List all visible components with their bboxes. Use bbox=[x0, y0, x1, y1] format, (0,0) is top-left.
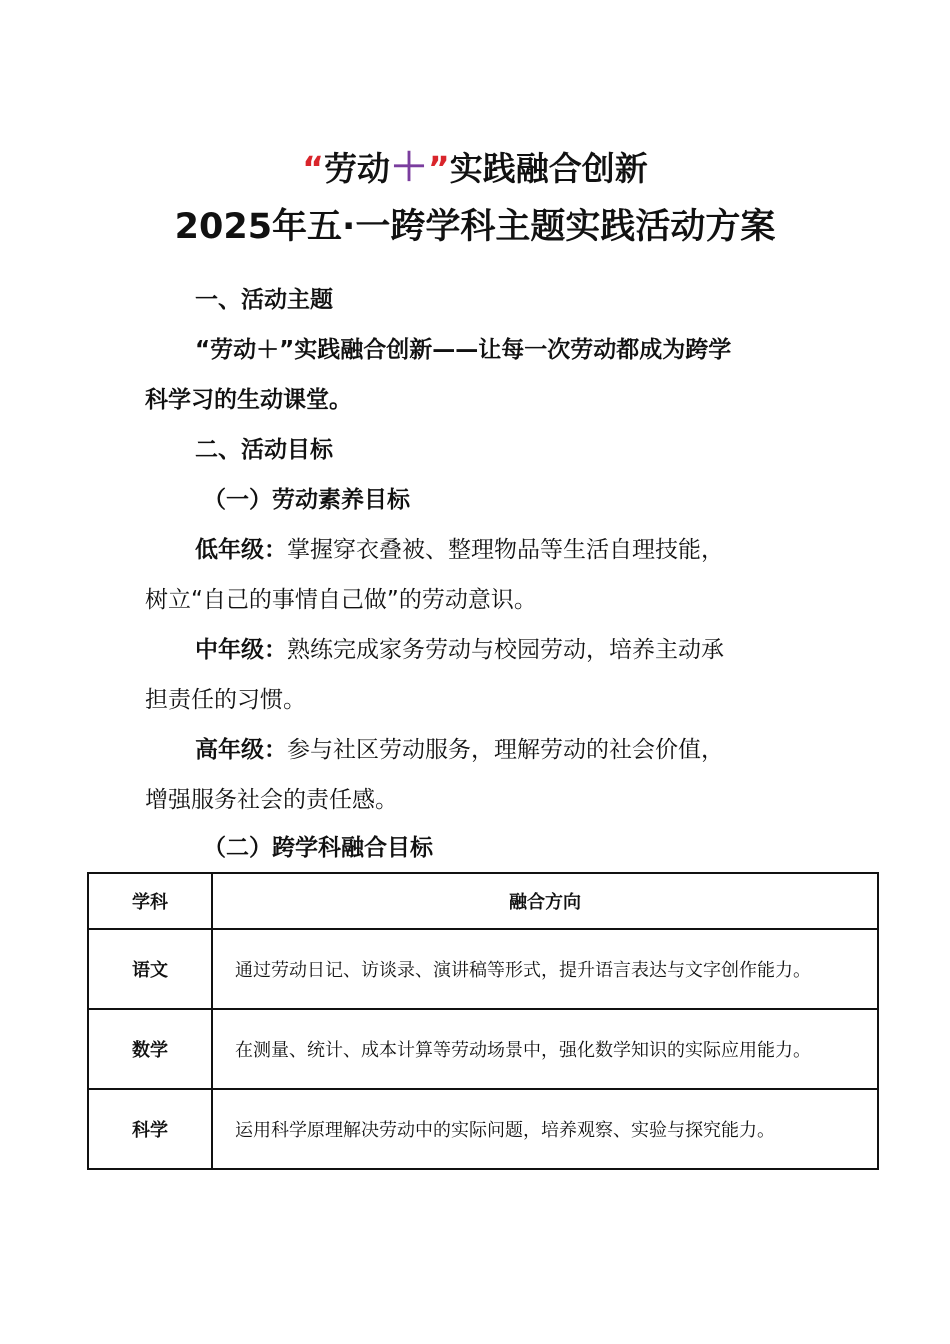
table-row bbox=[88, 1009, 878, 1089]
high-grade-line2: 增强服务社会的责任感。 bbox=[145, 787, 398, 813]
high-grade-label: 高年级： bbox=[195, 737, 287, 763]
subheading-labor-literacy: （一）劳动素养目标 bbox=[203, 487, 410, 513]
low-grade-line1 bbox=[145, 525, 875, 575]
table-cell-direction: 在测量、统计、成本计算等劳动场景中，强化数学知识的实际应用能力。 bbox=[212, 1009, 878, 1089]
low-grade-line2: 树立“自己的事情自己做”的劳动意识。 bbox=[145, 587, 537, 613]
title-quote-open: “ bbox=[302, 149, 324, 188]
document-title-line1 bbox=[0, 143, 950, 193]
mid-grade-line2: 担责任的习惯。 bbox=[145, 687, 306, 713]
table-cell-subject: 科学 bbox=[88, 1089, 212, 1169]
table-header-subject: 学科 bbox=[88, 873, 212, 929]
high-grade-text1: 参与社区劳动服务，理解劳动的社会价值， bbox=[287, 737, 724, 763]
mid-grade-label: 中年级： bbox=[195, 637, 287, 663]
section-heading-theme: 一、活动主题 bbox=[195, 287, 333, 313]
table-cell-subject: 数学 bbox=[88, 1009, 212, 1089]
low-grade-text1: 掌握穿衣叠被、整理物品等生活自理技能， bbox=[287, 537, 724, 563]
table-cell-direction: 通过劳动日记、访谈录、演讲稿等形式，提升语言表达与文字创作能力。 bbox=[212, 929, 878, 1009]
high-grade-line1 bbox=[145, 725, 875, 775]
theme-text-line1: “劳动＋”实践融合创新——让每一次劳动都成为跨学 bbox=[195, 337, 732, 363]
title-rest: 实践融合创新 bbox=[449, 149, 648, 188]
section-heading-goals: 二、活动目标 bbox=[195, 437, 333, 463]
table-row bbox=[88, 1089, 878, 1169]
table-header-direction: 融合方向 bbox=[212, 873, 878, 929]
table-cell-subject: 语文 bbox=[88, 929, 212, 1009]
title-word-labor: 劳动 bbox=[323, 149, 390, 188]
mid-grade-line1 bbox=[145, 625, 875, 675]
table-row bbox=[88, 929, 878, 1009]
title-quote-close: ” bbox=[428, 149, 450, 188]
subheading-cross-discipline: （二）跨学科融合目标 bbox=[203, 835, 433, 861]
title-plus-sign: ＋ bbox=[389, 145, 428, 189]
table-cell-direction: 运用科学原理解决劳动中的实际问题，培养观察、实验与探究能力。 bbox=[212, 1089, 878, 1169]
cross-discipline-table bbox=[87, 872, 879, 1170]
table-header-row bbox=[88, 873, 878, 929]
low-grade-label: 低年级： bbox=[195, 537, 287, 563]
document-title-line2: 2025年五·一跨学科主题实践活动方案 bbox=[174, 207, 776, 247]
theme-text-line2: 科学习的生动课堂。 bbox=[145, 387, 352, 413]
mid-grade-text1: 熟练完成家务劳动与校园劳动，培养主动承 bbox=[287, 637, 724, 663]
